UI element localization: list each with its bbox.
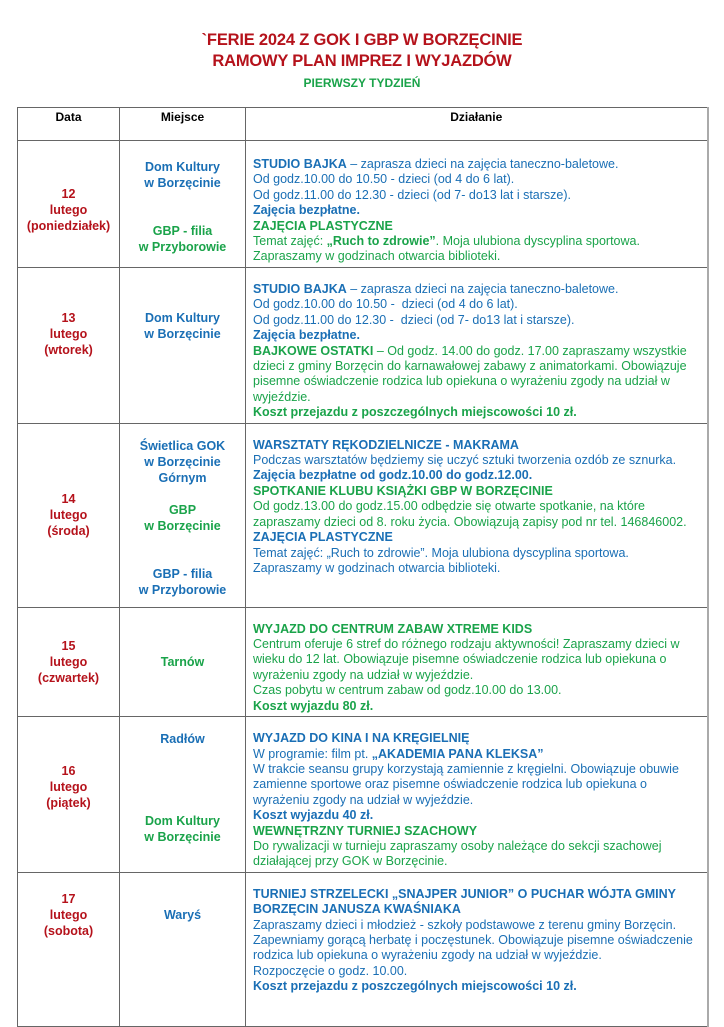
activity-text: Podczas warsztatów będziemy się uczyć sztuki tworzenia ozdób ze sznurka. <box>253 453 677 468</box>
schedule-table <box>17 107 709 1027</box>
date-day: 15 <box>61 638 76 653</box>
place-entry <box>120 566 245 598</box>
activity-title: BAJKOWE OSTATKI <box>253 343 374 358</box>
date-weekday: (wtorek) <box>44 343 93 357</box>
activity-title: SPOTKANIE KLUBU KSIĄŻKI GBP W BORZĘCINIE <box>253 483 553 498</box>
activity-text: Centrum oferuje 6 stref do różnego rodzaju aktywności! Zapraszamy dzieci w wieku do 12 lat. Obowiązuje pisemne oświadczenie rodzica lub opiekuna o wyrażeniu zgody na udział w wyjeździe. <box>253 637 680 682</box>
date-month: lutego <box>49 203 88 217</box>
activity-xtreme-kids-trip <box>253 622 703 714</box>
activity-art-classes <box>253 219 703 265</box>
activity-title: WEWNĘTRZNY TURNIEJ SZACHOWY <box>253 823 478 838</box>
activity-text: Od godz.10.00 do 10.50 - dzieci (od 4 do 6 lat). <box>253 297 518 312</box>
table-row <box>18 607 708 716</box>
activity-text: Od godz.11.00 do 12.30 - dzieci (od 7- do13 lat i starsze). <box>253 312 575 327</box>
activity-cell <box>246 423 708 607</box>
place-cell <box>120 872 246 1026</box>
activity-text: Od godz.13.00 do godz.15.00 odbędzie się otwarte spotkanie, na które zapraszamy dzieci od 8. roku życia. Obowiązują zapisy pod nr tel. 146846002. <box>253 499 687 529</box>
activity-time: Rozpoczęcie o godz. 10.00. <box>253 963 408 978</box>
place-entry <box>120 502 245 534</box>
activity-cost: Koszt przejazdu z poszczególnych miejscowości 10 zł. <box>253 405 577 420</box>
date-cell <box>18 607 120 716</box>
activity-time: Czas pobytu w centrum zabaw od godz.10.00 do 13.00. <box>253 683 562 698</box>
date-cell <box>18 268 120 424</box>
title-line-1: `FERIE 2024 Z GOK I GBP W BORZĘCINIE <box>201 31 523 49</box>
activity-topic: „Ruch to zdrowie” <box>326 234 436 249</box>
place-cell <box>120 423 246 607</box>
activity-note: Zajęcia bezpłatne. <box>253 203 360 218</box>
date-month: lutego <box>49 508 88 523</box>
activity-book-club <box>253 484 703 530</box>
column-header-place: Miejsce <box>120 108 246 141</box>
activity-cost: Koszt przejazdu z poszczególnych miejscowości 10 zł. <box>253 979 577 994</box>
activity-art-classes <box>253 530 703 576</box>
subtitle-week: PIERWSZY TYDZIEŃ <box>303 76 421 90</box>
place-line: w Przyborowie <box>138 240 227 254</box>
place-line: w Borzęcinie <box>144 518 221 533</box>
place-cell <box>120 717 246 873</box>
activity-shooting-tournament <box>253 887 703 995</box>
activity-text: Od godz.10.00 do 10.50 - dzieci (od 4 do 6 lat). <box>253 172 515 187</box>
activity-text: W programie: film pt. <box>253 746 372 761</box>
place-line: GBP - filia <box>152 224 213 238</box>
activity-title: TURNIEJ STRZELECKI „SNAJPER JUNIOR” O PUCHAR WÓJTA GMINY BORZĘCIN JANUSZA KWAŚNIAKA <box>253 886 676 917</box>
activity-text: Zapraszamy w godzinach otwarcia biblioteki. <box>253 249 501 264</box>
activity-text: – Od godz. 14.00 do godz. 17.00 zapraszamy wszystkie dzieci z gminy Borzęcin do karnawałowej zabawy z animatorkami. Obowiązuje pisemne oświadczenie rodzica lub opiekuna o wyrażeniu zgody na udział w wyjeździe. <box>253 343 687 404</box>
activity-title: STUDIO BAJKA <box>253 282 347 296</box>
activity-cost: Koszt wyjazdu 80 zł. <box>253 698 374 713</box>
activity-note: Zajęcia bezpłatne od godz.10.00 do godz.12.00. <box>253 468 533 483</box>
activity-cell <box>246 268 708 424</box>
column-header-date: Data <box>18 108 120 141</box>
place-line: GBP <box>168 502 197 517</box>
place-entry <box>120 438 245 486</box>
title-line-2: RAMOWY PLAN IMPREZ I WYJAZDÓW <box>212 52 512 70</box>
activity-cinema-bowling-trip <box>253 731 703 823</box>
place-line: Świetlica GOK <box>139 438 226 453</box>
place-entry <box>120 731 245 747</box>
activity-chess-tournament <box>253 824 703 870</box>
activity-cost: Koszt wyjazdu 40 zł. <box>253 808 374 823</box>
place-entry <box>120 159 245 191</box>
date-day: 14 <box>61 492 76 507</box>
place-line: Górnym <box>158 470 207 485</box>
activity-note: Zajęcia bezpłatne. <box>253 328 360 343</box>
place-line: Radłów <box>160 732 205 747</box>
place-line: Dom Kultury <box>145 311 220 325</box>
place-cell <box>120 607 246 716</box>
table-row <box>18 268 708 424</box>
date-cell <box>18 423 120 607</box>
date-day: 12 <box>61 187 76 201</box>
movie-title: „AKADEMIA PANA KLEKSA” <box>371 746 544 761</box>
date-weekday: (czwartek) <box>37 670 100 685</box>
place-entry <box>120 223 245 255</box>
table-header-row <box>18 108 708 141</box>
activity-title: ZAJĘCIA PLASTYCZNE <box>253 218 393 233</box>
activity-text: – zaprasza dzieci na zajęcia taneczno-baletowe. <box>346 282 619 296</box>
activity-cell <box>246 872 708 1026</box>
date-month: lutego <box>49 780 88 795</box>
activity-text: – zaprasza dzieci na zajęcia taneczno-baletowe. <box>346 157 619 171</box>
document-header <box>0 30 724 92</box>
activity-text: Temat zajęć: <box>253 234 327 249</box>
activity-title: STUDIO BAJKA <box>253 157 347 171</box>
date-day: 17 <box>61 891 76 906</box>
activity-macrame-workshop <box>253 438 703 484</box>
activity-title: WARSZTATY RĘKODZIELNICZE - MAKRAMA <box>253 437 519 452</box>
date-cell <box>18 872 120 1026</box>
table-row <box>18 717 708 873</box>
activity-text: Od godz.11.00 do 12.30 - dzieci (od 7- do13 lat i starsze). <box>253 187 572 202</box>
place-entry <box>120 310 245 342</box>
date-month: lutego <box>49 327 88 341</box>
activity-text: W trakcie seansu grupy korzystają zamiennie z kręgielni. Obowiązuje obuwie zamienne sportowe oraz pisemne oświadczenie rodzica lub opiekuna o wyrażeniu zgody na udział w wyjeździe. <box>253 761 679 807</box>
column-header-activity: Działanie <box>246 108 708 141</box>
date-weekday: (środa) <box>47 524 90 539</box>
activity-text: Zapraszamy w godzinach otwarcia biblioteki. <box>253 560 501 575</box>
table-row <box>18 423 708 607</box>
activity-text: Zapraszamy dzieci i młodzież - szkoły podstawowe z terenu gminy Borzęcin. Zapewniamy gorącą herbatę i poczęstunek. Obowiązuje pisemne oświadczenie rodzica lub opiekuna o wyrażeniu zgody na udział w wyjeździe. <box>253 917 693 963</box>
date-cell <box>18 141 120 268</box>
activity-title: ZAJĘCIA PLASTYCZNE <box>253 530 393 545</box>
place-line: w Borzęcinie <box>144 830 221 845</box>
activity-text: Do rywalizacji w turnieju zapraszamy osoby należące do sekcji szachowej działającej przy GOK w Borzęcinie. <box>253 838 662 869</box>
date-day: 13 <box>61 311 76 325</box>
place-line: w Borzęcinie <box>144 454 221 469</box>
place-line: Waryś <box>163 907 202 922</box>
date-weekday: (sobota) <box>43 923 94 938</box>
place-entry <box>120 813 245 845</box>
activity-cell <box>246 607 708 716</box>
place-entry <box>120 654 245 670</box>
date-cell <box>18 717 120 873</box>
activity-text: . Moja ulubiona dyscyplina sportowa. <box>435 234 640 249</box>
activity-bajkowe-ostatki <box>253 344 703 421</box>
table-row <box>18 872 708 1026</box>
activity-title: WYJAZD DO KINA I NA KRĘGIELNIĘ <box>253 731 470 746</box>
date-day: 16 <box>61 764 76 779</box>
activity-studio-bajka <box>253 157 703 219</box>
place-cell <box>120 268 246 424</box>
activity-text: Temat zajęć: „Ruch to zdrowie”. Moja ulubiona dyscyplina sportowa. <box>253 545 629 560</box>
date-month: lutego <box>49 907 88 922</box>
activity-cell <box>246 141 708 268</box>
place-line: Dom Kultury <box>145 814 220 829</box>
place-line: w Przyborowie <box>138 582 227 597</box>
activity-title: WYJAZD DO CENTRUM ZABAW XTREME KIDS <box>253 621 533 636</box>
place-line: w Borzęcinie <box>144 327 221 341</box>
activity-studio-bajka <box>253 282 703 344</box>
date-month: lutego <box>49 654 88 669</box>
place-line: Tarnów <box>160 654 205 669</box>
date-weekday: (poniedziałek) <box>26 219 111 233</box>
table-row <box>18 141 708 268</box>
place-entry <box>120 907 245 923</box>
date-weekday: (piątek) <box>46 796 91 811</box>
place-line: Dom Kultury <box>145 160 220 174</box>
place-line: GBP - filia <box>152 566 213 581</box>
place-cell <box>120 141 246 268</box>
activity-cell <box>246 717 708 873</box>
place-line: w Borzęcinie <box>144 176 221 190</box>
